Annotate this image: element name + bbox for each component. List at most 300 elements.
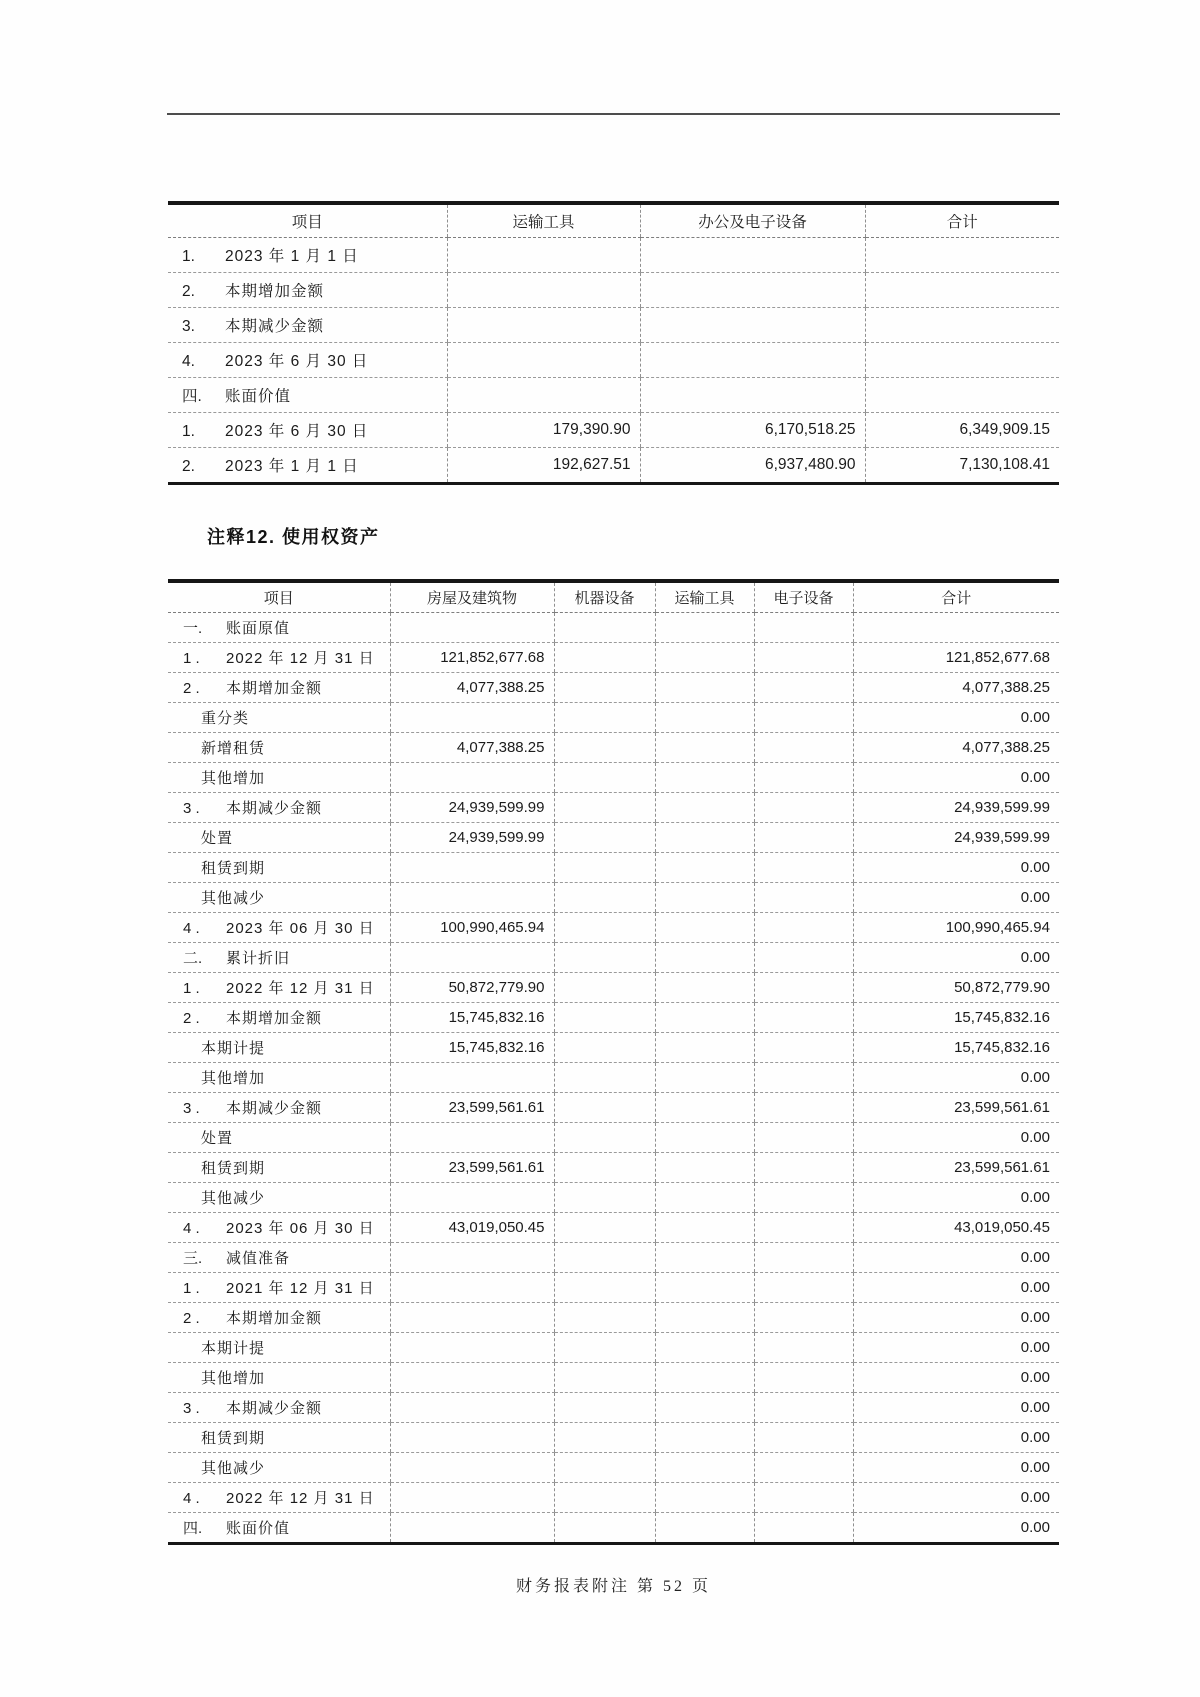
row-label: 处置 [201,830,234,847]
table-row [168,733,1059,763]
value-cell [554,1153,655,1183]
value-cell [390,1393,554,1423]
row-number: 四. [182,388,202,405]
value-cell: 15,745,832.16 [853,1003,1059,1033]
row-number: 1 . [183,980,200,997]
value-cell [554,1423,655,1453]
value-cell [865,378,1059,413]
value-cell [554,1303,655,1333]
value-cell [754,1213,853,1243]
value-cell [390,763,554,793]
value-cell [640,308,865,343]
table-row [168,883,1059,913]
item-cell [168,883,390,913]
value-cell: 0.00 [853,1273,1059,1303]
value-cell [865,308,1059,343]
row-number: 4 . [183,1490,200,1507]
value-cell [390,613,554,643]
item-cell [168,763,390,793]
header-row [168,583,1059,613]
value-cell: 4,077,388.25 [390,733,554,763]
value-cell [655,763,754,793]
value-cell: 0.00 [853,1423,1059,1453]
value-cell [640,378,865,413]
table-row [168,1003,1059,1033]
note-12-title: 注释12. 使用权资产 [207,527,380,547]
row-label: 累计折旧 [226,950,291,967]
row-number: 3. [182,318,195,335]
table-row [168,308,1059,343]
value-cell: 43,019,050.45 [853,1213,1059,1243]
column-header: 办公及电子设备 [640,205,865,238]
row-label: 账面价值 [226,1520,291,1537]
value-cell [554,793,655,823]
value-cell [853,613,1059,643]
value-cell [655,1183,754,1213]
value-cell [390,1063,554,1093]
item-cell [168,793,390,823]
value-cell: 23,599,561.61 [853,1153,1059,1183]
row-label: 本期减少金额 [225,318,325,335]
value-cell: 6,349,909.15 [865,413,1059,448]
value-cell [390,1363,554,1393]
row-label: 2022 年 12 月 31 日 [226,980,375,997]
item-cell [168,1183,390,1213]
item-cell [168,343,447,378]
value-cell [655,1063,754,1093]
table-row [168,703,1059,733]
value-cell: 100,990,465.94 [390,913,554,943]
value-cell: 24,939,599.99 [390,793,554,823]
row-label: 重分类 [201,710,250,727]
value-cell [754,673,853,703]
value-cell [655,1153,754,1183]
item-cell [168,1303,390,1333]
value-cell [754,733,853,763]
value-cell [655,853,754,883]
table-row [168,238,1059,273]
value-cell [554,673,655,703]
row-label: 2023 年 1 月 1 日 [225,248,359,265]
value-cell [390,1273,554,1303]
column-header: 运输工具 [655,583,754,613]
item-cell [168,853,390,883]
row-label: 其他减少 [201,890,266,907]
value-cell: 192,627.51 [447,448,640,483]
value-cell: 0.00 [853,1303,1059,1333]
row-number: 4. [182,353,195,370]
column-header: 电子设备 [754,583,853,613]
value-cell [390,1513,554,1543]
row-label: 2023 年 1 月 1 日 [225,458,359,475]
table-row [168,613,1059,643]
value-cell [655,1093,754,1123]
table-row [168,1183,1059,1213]
table-row [168,1243,1059,1273]
row-number: 2. [182,283,195,300]
row-label: 其他增加 [201,770,266,787]
value-cell [554,733,655,763]
table-row [168,1303,1059,1333]
row-label: 本期增加金额 [226,680,323,697]
value-cell [390,1303,554,1333]
value-cell [865,273,1059,308]
value-cell [655,643,754,673]
row-number: 一. [183,620,203,637]
value-cell [390,943,554,973]
value-cell: 23,599,561.61 [853,1093,1059,1123]
value-cell [554,1453,655,1483]
value-cell [754,613,853,643]
value-cell [447,308,640,343]
item-cell [168,1423,390,1453]
column-header: 合计 [853,583,1059,613]
value-cell [754,1063,853,1093]
item-cell [168,823,390,853]
item-cell [168,1093,390,1123]
fixed-assets-table [168,205,1059,482]
table-row [168,1423,1059,1453]
value-cell [865,238,1059,273]
table-row [168,448,1059,483]
table-row [168,273,1059,308]
value-cell: 15,745,832.16 [853,1033,1059,1063]
value-cell [554,763,655,793]
item-cell [168,613,390,643]
value-cell [655,1363,754,1393]
value-cell [655,1483,754,1513]
row-number: 2. [182,458,195,475]
column-header: 项目 [168,583,390,613]
row-label: 账面原值 [226,620,291,637]
value-cell [754,1303,853,1333]
value-cell [390,1333,554,1363]
value-cell: 50,872,779.90 [390,973,554,1003]
item-cell [168,1213,390,1243]
row-label: 其他增加 [201,1070,266,1087]
column-header: 合计 [865,205,1059,238]
value-cell [754,1273,853,1303]
row-label: 其他减少 [201,1460,266,1477]
row-label: 本期计提 [201,1040,266,1057]
row-label: 租赁到期 [201,1430,266,1447]
value-cell [554,1483,655,1513]
item-cell [168,1033,390,1063]
row-label: 2023 年 6 月 30 日 [225,423,369,440]
table-row [168,823,1059,853]
item-cell [168,1453,390,1483]
value-cell [554,1393,655,1423]
row-label: 本期减少金额 [226,1100,323,1117]
value-cell [754,1393,853,1423]
row-number: 1. [182,248,195,265]
column-header: 项目 [168,205,447,238]
value-cell: 7,130,108.41 [865,448,1059,483]
row-label: 租赁到期 [201,860,266,877]
table-row [168,343,1059,378]
item-cell [168,448,447,483]
row-number: 三. [183,1250,203,1267]
value-cell [754,643,853,673]
item-cell [168,378,447,413]
table-row [168,1273,1059,1303]
value-cell [655,733,754,763]
row-number: 1 . [183,1280,200,1297]
value-cell [655,1213,754,1243]
value-cell [655,1303,754,1333]
column-header: 房屋及建筑物 [390,583,554,613]
value-cell [554,1003,655,1033]
value-cell: 50,872,779.90 [853,973,1059,1003]
value-cell: 121,852,677.68 [853,643,1059,673]
value-cell [754,973,853,1003]
value-cell [655,1123,754,1153]
value-cell [754,883,853,913]
table-row [168,378,1059,413]
table-row [168,1033,1059,1063]
row-number: 1 . [183,650,200,667]
value-cell [554,1513,655,1543]
value-cell [754,1033,853,1063]
table-row [168,643,1059,673]
table-row [168,1063,1059,1093]
value-cell [754,1093,853,1123]
table-row [168,973,1059,1003]
value-cell [447,343,640,378]
row-number: 3 . [183,800,200,817]
row-label: 2023 年 06 月 30 日 [226,1220,375,1237]
row-number: 四. [183,1520,203,1537]
item-cell [168,308,447,343]
value-cell [655,703,754,733]
value-cell [447,273,640,308]
value-cell [390,1243,554,1273]
value-cell [655,1243,754,1273]
value-cell [754,1003,853,1033]
value-cell [754,1483,853,1513]
value-cell: 100,990,465.94 [853,913,1059,943]
item-cell [168,733,390,763]
value-cell [390,1183,554,1213]
value-cell: 0.00 [853,1123,1059,1153]
item-cell [168,413,447,448]
value-cell [655,1393,754,1423]
table-row [168,673,1059,703]
value-cell [554,1243,655,1273]
value-cell [754,1363,853,1393]
page-footer: 财务报表附注 第 52 页 [515,1578,711,1595]
value-cell [754,703,853,733]
row-number: 2 . [183,1310,200,1327]
table-row [168,793,1059,823]
value-cell [390,1423,554,1453]
item-cell [168,1063,390,1093]
value-cell [640,343,865,378]
value-cell: 0.00 [853,1513,1059,1543]
value-cell [754,913,853,943]
value-cell [655,943,754,973]
item-cell [168,973,390,1003]
value-cell [554,973,655,1003]
table-row [168,1453,1059,1483]
table-row [168,943,1059,973]
value-cell [655,973,754,1003]
header-divider [167,113,1060,115]
value-cell [554,913,655,943]
value-cell: 0.00 [853,1063,1059,1093]
value-cell: 0.00 [853,1183,1059,1213]
value-cell: 0.00 [853,703,1059,733]
value-cell: 0.00 [853,1333,1059,1363]
value-cell [754,1243,853,1273]
row-label: 2023 年 6 月 30 日 [225,353,369,370]
value-cell [655,1333,754,1363]
item-cell [168,1333,390,1363]
value-cell [655,673,754,703]
item-cell [168,703,390,733]
row-number: 2 . [183,1010,200,1027]
item-cell [168,1363,390,1393]
right-of-use-assets-table [168,583,1059,1542]
item-cell [168,1483,390,1513]
table-row [168,1093,1059,1123]
row-label: 新增租赁 [201,740,266,757]
value-cell: 6,937,480.90 [640,448,865,483]
value-cell [447,378,640,413]
value-cell [655,1273,754,1303]
value-cell: 0.00 [853,943,1059,973]
value-cell [554,1033,655,1063]
row-label: 2023 年 06 月 30 日 [226,920,375,937]
row-number: 3 . [183,1100,200,1117]
column-header: 运输工具 [447,205,640,238]
row-number: 二. [183,950,203,967]
value-cell [554,613,655,643]
value-cell [554,1213,655,1243]
item-cell [168,1273,390,1303]
row-label: 其他增加 [201,1370,266,1387]
value-cell: 0.00 [853,1483,1059,1513]
table-row [168,1363,1059,1393]
value-cell [554,943,655,973]
value-cell [655,1453,754,1483]
value-cell [655,1423,754,1453]
value-cell [655,1003,754,1033]
table-row [168,763,1059,793]
item-cell [168,1153,390,1183]
value-cell: 24,939,599.99 [853,823,1059,853]
value-cell [754,1153,853,1183]
item-cell [168,673,390,703]
row-number: 3 . [183,1400,200,1417]
value-cell [640,238,865,273]
row-number: 2 . [183,680,200,697]
value-cell [390,1453,554,1483]
right-of-use-assets-table-wrap [168,579,1059,1545]
row-label: 本期增加金额 [226,1310,323,1327]
table-row [168,1513,1059,1543]
row-number: 4 . [183,920,200,937]
row-number: 1. [182,423,195,440]
value-cell: 121,852,677.68 [390,643,554,673]
value-cell [754,1423,853,1453]
value-cell [655,1513,754,1543]
item-cell [168,943,390,973]
value-cell: 0.00 [853,883,1059,913]
row-label: 2022 年 12 月 31 日 [226,650,375,667]
item-cell [168,1393,390,1423]
value-cell [554,1063,655,1093]
value-cell [390,853,554,883]
value-cell [447,238,640,273]
value-cell: 23,599,561.61 [390,1093,554,1123]
value-cell: 4,077,388.25 [853,673,1059,703]
value-cell: 23,599,561.61 [390,1153,554,1183]
fixed-assets-continued-table [168,201,1059,485]
value-cell: 43,019,050.45 [390,1213,554,1243]
value-cell [754,793,853,823]
value-cell [655,793,754,823]
value-cell [390,1123,554,1153]
row-label: 本期计提 [201,1340,266,1357]
value-cell [754,1333,853,1363]
value-cell: 24,939,599.99 [390,823,554,853]
row-label: 本期增加金额 [226,1010,323,1027]
table-row [168,1333,1059,1363]
row-label: 账面价值 [225,388,292,405]
value-cell [554,883,655,913]
item-cell [168,1513,390,1543]
value-cell [554,1333,655,1363]
value-cell [554,1183,655,1213]
row-label: 本期减少金额 [226,800,323,817]
header-row [168,205,1059,238]
row-label: 租赁到期 [201,1160,266,1177]
row-label: 本期减少金额 [226,1400,323,1417]
row-label: 处置 [201,1130,234,1147]
item-cell [168,643,390,673]
value-cell: 24,939,599.99 [853,793,1059,823]
row-label: 2021 年 12 月 31 日 [226,1280,375,1297]
value-cell [655,1033,754,1063]
value-cell [754,823,853,853]
row-label: 减值准备 [226,1250,291,1267]
row-label: 其他减少 [201,1190,266,1207]
value-cell: 4,077,388.25 [853,733,1059,763]
value-cell [754,1183,853,1213]
row-label: 2022 年 12 月 31 日 [226,1490,375,1507]
value-cell [655,913,754,943]
value-cell [754,763,853,793]
value-cell [554,823,655,853]
value-cell: 0.00 [853,1243,1059,1273]
table-row [168,1483,1059,1513]
table-row [168,853,1059,883]
value-cell [754,1123,853,1153]
value-cell: 0.00 [853,1393,1059,1423]
value-cell [754,1513,853,1543]
item-cell [168,1123,390,1153]
value-cell [554,853,655,883]
value-cell [390,883,554,913]
value-cell: 0.00 [853,763,1059,793]
table-row [168,413,1059,448]
value-cell: 15,745,832.16 [390,1003,554,1033]
table-row [168,1123,1059,1153]
value-cell [554,1363,655,1393]
value-cell [554,1093,655,1123]
item-cell [168,1243,390,1273]
